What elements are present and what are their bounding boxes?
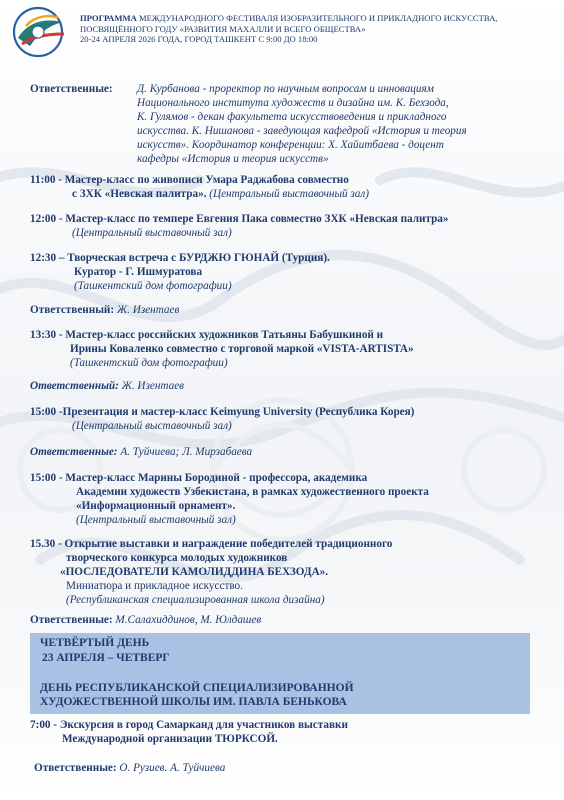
event-line: творческого конкурса молодых художников bbox=[66, 552, 288, 564]
event-line: Академии художеств Узбекистана, в рамках художественного проекта bbox=[76, 486, 429, 498]
responsible-1330: Ответственный: Ж. Изентаев bbox=[30, 380, 185, 392]
responsible-1230: Ответственный: Ж. Изентаев bbox=[30, 304, 180, 316]
festival-logo-icon bbox=[8, 4, 74, 60]
event-title: 15:00 -Презентация и мастер-класс Keimyung University (Республика Корея) bbox=[30, 406, 415, 418]
event-title: 15.30 - Открытие выставки и награждение победителей традиционного bbox=[30, 538, 393, 550]
event-title: 15:00 - Мастер-класс Марины Бородиной - профессора, академика bbox=[30, 472, 368, 484]
event-line: Международной организации ТЮРКСОЙ. bbox=[62, 733, 278, 745]
responsible-0700: Ответственные: О. Рузиев. А. Туйчиева bbox=[34, 762, 226, 774]
event-venue: (Центральный выставочный зал) bbox=[72, 227, 232, 239]
event-line: Миниатюра и прикладное искусство. bbox=[66, 580, 243, 592]
day-four-banner bbox=[30, 633, 530, 714]
event-venue: (Центральный выставочный зал) bbox=[76, 514, 236, 526]
header-line-2: ПОСВЯЩЁННОГО ГОДУ «РАЗВИТИЯ МАХАЛЛИ И ВСЕГО ОБЩЕСТВА» bbox=[80, 23, 366, 34]
day-theme-line-2: ХУДОЖЕСТВЕННОЙ ШКОЛЫ ИМ. ПАВЛА БЕНЬКОВА bbox=[40, 696, 347, 708]
event-curator: Куратор - Г. Ишмуратова bbox=[74, 266, 203, 278]
event-venue: (Ташкентский дом фотографии) bbox=[74, 280, 232, 292]
event-line: «Информационный орнамент». bbox=[76, 500, 236, 512]
responsibles-line: искусства. К. Нишанова - заведующая кафедрой «История и теория bbox=[137, 125, 467, 137]
day-theme-line-1: ДЕНЬ РЕСПУБЛИКАНСКОЙ СПЕЦИАЛИЗИРОВАННОЙ bbox=[40, 682, 354, 694]
header-text bbox=[80, 13, 497, 45]
responsibles-line: Д. Курбанова - проректор по научным вопросам и инновациям bbox=[137, 83, 434, 95]
responsible-1500-keimyung: Ответственные: А. Туйчиева; Л. Мирзабаева bbox=[30, 446, 253, 458]
page-header bbox=[6, 4, 558, 56]
event-venue: (Ташкентский дом фотографии) bbox=[70, 357, 228, 369]
event-title: 12:00 - Мастер-класс по темпере Евгения Пака совместно ЗХК «Невская палитра» bbox=[30, 213, 449, 225]
day-title: ЧЕТВЁРТЫЙ ДЕНЬ bbox=[40, 637, 150, 649]
header-line-3: 20-24 АПРЕЛЯ 2026 ГОДА, ГОРОД ТАШКЕНТ С 9:00 ДО 18:00 bbox=[80, 34, 318, 45]
event-title: 13:30 - Мастер-класс российских художников Татьяны Бабушкиной и bbox=[30, 329, 384, 341]
event-line: Ирины Коваленко совместно с торговой маркой «VISTA-ARTISTA» bbox=[70, 343, 414, 355]
responsibles-line: искусств». Координатор конференции: Х. Хайитбаева - доцент bbox=[137, 139, 444, 151]
responsibles-line: К. Гулямов - декан факультета искусствоведения и прикладного bbox=[137, 111, 447, 123]
header-line-1: ПРОГРАММА МЕЖДУНАРОДНОГО ФЕСТИВАЛЯ ИЗОБРАЗИТЕЛЬНОГО И ПРИКЛАДНОГО ИСКУССТВА, bbox=[80, 13, 498, 23]
competition-name: «ПОСЛЕДОВАТЕЛИ КАМОЛИДДИНА БЕХЗОДА». bbox=[60, 566, 329, 578]
event-title: 7:00 - Экскурсия в город Самарканд для участников выставки bbox=[30, 719, 348, 731]
responsible-1530: Ответственные: М.Салахиддинов, М. Юлдашев bbox=[30, 614, 262, 626]
event-line: с ЗХК «Невская палитра». (Центральный выставочный зал) bbox=[72, 188, 369, 200]
responsibles-line: кафедры «История и теория искусств» bbox=[137, 153, 329, 165]
day-date: 23 АПРЕЛЯ – ЧЕТВЕРГ bbox=[42, 652, 170, 664]
event-title: 12:30 – Творческая встреча с БУРДЖЮ ГЮНАЙ (Турция). bbox=[30, 252, 330, 264]
event-title: 11:00 - Мастер-класс по живописи Умара Раджабова совместно bbox=[30, 174, 349, 186]
responsibles-label: Ответственные: bbox=[30, 83, 113, 95]
responsibles-line: Национального института художеств и дизайна им. К. Бехзода, bbox=[137, 97, 449, 109]
event-venue: (Республиканская специализированная школа дизайна) bbox=[66, 594, 325, 606]
event-venue: (Центральный выставочный зал) bbox=[72, 420, 232, 432]
